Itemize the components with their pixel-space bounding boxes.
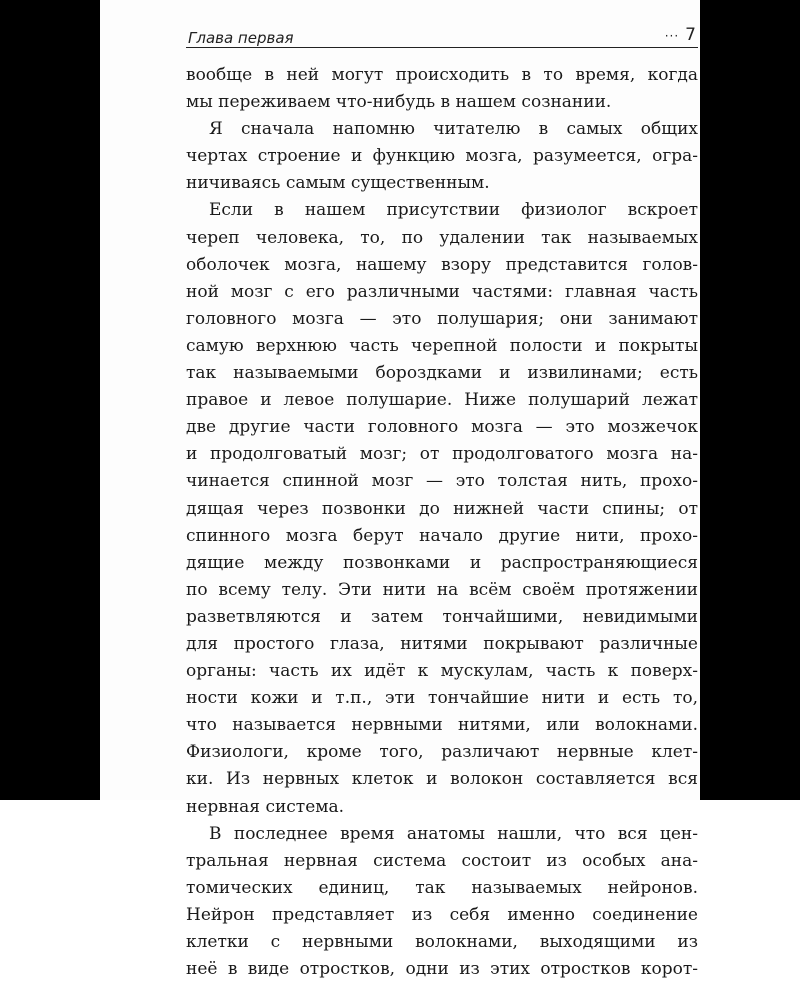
text-line: так называемыми бороздками и извилинами; есть: [186, 363, 698, 384]
text-line: разветвляются и затем тончайшими, невидимыми: [186, 606, 698, 627]
text-line: дящие между позвонками и распространяющиеся: [186, 552, 698, 573]
text-line: самую верхнюю часть черепной полости и покрыты: [186, 335, 698, 356]
text-line: две другие части головного мозга — это мозжечок: [186, 417, 698, 438]
text-line: ной мозг с его различными частями: главная часть: [186, 281, 698, 302]
chapter-title: Глава первая: [188, 29, 294, 47]
text-line: мы переживаем что-нибудь в нашем сознании.: [186, 92, 612, 113]
text-line: что называется нервными нитями, или волокнами.: [186, 715, 698, 736]
text-line: органы: часть их идёт к мускулам, часть к поверх-: [186, 661, 698, 682]
text-line: череп человека, то, по удалении так называемых: [186, 227, 698, 248]
text-line: головного мозга — это полушария; они занимают: [186, 308, 698, 329]
text-line: Если в нашем присутствии физиолог вскроет: [209, 200, 698, 221]
text-line: оболочек мозга, нашему взору представится голов-: [186, 254, 698, 275]
text-line: чинается спинной мозг — это толстая нить, прохо-: [186, 471, 698, 492]
book-page: [100, 0, 700, 980]
text-line: для простого глаза, нитями покрывают различные: [186, 633, 698, 654]
body-text: [186, 62, 698, 983]
text-line: по всему телу. Эти нити на всём своём протяжении: [186, 579, 698, 600]
text-line: чертах строение и функцию мозга, разумеется, огра-: [186, 146, 698, 167]
page-number: 7: [685, 25, 696, 45]
text-line: ности кожи и т.п., эти тончайшие нити и есть то,: [186, 688, 698, 709]
page-number-block: [665, 25, 696, 45]
text-line: Нейрон представляет из себя именно соединение: [186, 904, 698, 925]
text-line: ки. Из нервных клеток и волокон составляется вся: [186, 769, 698, 790]
text-line: дящая через позвонки до нижней части спины; от: [186, 498, 698, 519]
text-line: правое и левое полушарие. Ниже полушарий лежат: [186, 390, 698, 411]
running-header: [186, 25, 698, 48]
header-dots: ···: [664, 29, 680, 43]
text-line: тральная нервная система состоит из особых ана-: [186, 850, 698, 871]
text-line: нервная система.: [186, 796, 345, 817]
text-line: В последнее время анатомы нашли, что вся цен-: [209, 823, 698, 844]
text-line: спинного мозга берут начало другие нити, прохо-: [186, 525, 698, 546]
text-line: ничиваясь самым существенным.: [186, 173, 490, 194]
text-line: неё в виде отростков, одни из этих отростков корот-: [186, 959, 698, 980]
text-line: и продолговатый мозг; от продолговатого мозга на-: [186, 444, 698, 465]
text-line: Физиологи, кроме того, различают нервные клет-: [186, 742, 698, 763]
text-line: Я сначала напомню читателю в самых общих: [209, 119, 698, 140]
text-line: вообще в ней могут происходить в то время, когда: [186, 65, 698, 85]
text-line: томических единиц, так называемых нейронов.: [186, 877, 698, 898]
left-black-border: [0, 0, 100, 800]
text-line: клетки с нервными волокнами, выходящими из: [186, 932, 698, 952]
right-black-border: [700, 0, 800, 800]
